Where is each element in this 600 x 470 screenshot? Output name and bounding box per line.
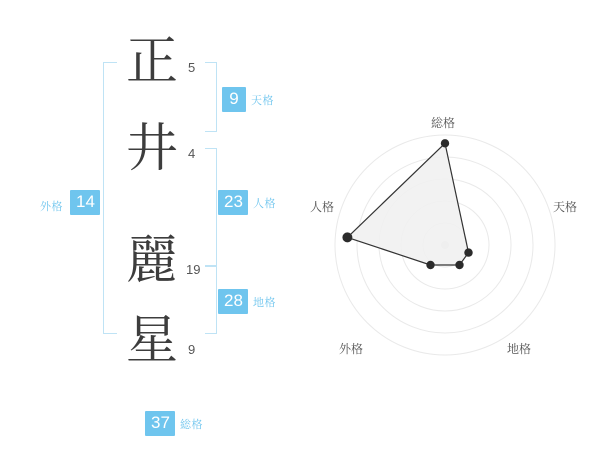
stroke-count-4: 9 — [188, 342, 196, 357]
stroke-count-1: 5 — [188, 60, 196, 75]
kanji-char-2: 井 — [125, 119, 178, 179]
kanji-char-4: 星 — [125, 311, 178, 371]
radar-chart — [300, 110, 590, 380]
radar-axis-label-soukaku: 総格 — [431, 116, 456, 130]
stroke-count-3: 19 — [186, 262, 201, 277]
score-label-chikaku: 地格 — [253, 297, 276, 309]
score-label-gaikaku: 外格 — [40, 201, 63, 213]
bracket-chikaku — [205, 266, 217, 334]
score-label-jinkaku: 人格 — [253, 198, 276, 210]
stroke-count-2: 4 — [188, 146, 196, 161]
score-badge-soukaku: 37 — [145, 411, 175, 436]
score-badge-chikaku: 28 — [218, 289, 248, 314]
score-badge-gaikaku: 14 — [70, 190, 100, 215]
radar-axis-label-tenkaku: 天格 — [553, 200, 578, 214]
score-label-soukaku: 総格 — [180, 419, 203, 431]
radar-axis-label-jinkaku: 人格 — [310, 200, 335, 214]
bracket-tenkaku — [205, 62, 217, 132]
score-label-tenkaku: 天格 — [251, 95, 274, 107]
kanji-char-3: 麗 — [125, 231, 178, 291]
bracket-jinkaku — [205, 148, 217, 266]
radar-axis-label-chikaku: 地格 — [507, 342, 532, 356]
radar-axis-label-gaikaku: 外格 — [339, 342, 364, 356]
score-badge-jinkaku: 23 — [218, 190, 248, 215]
score-badge-tenkaku: 9 — [222, 87, 246, 112]
radar-series-area — [347, 143, 468, 265]
kanji-char-1: 正 — [125, 32, 178, 92]
bracket-outer — [103, 62, 117, 334]
